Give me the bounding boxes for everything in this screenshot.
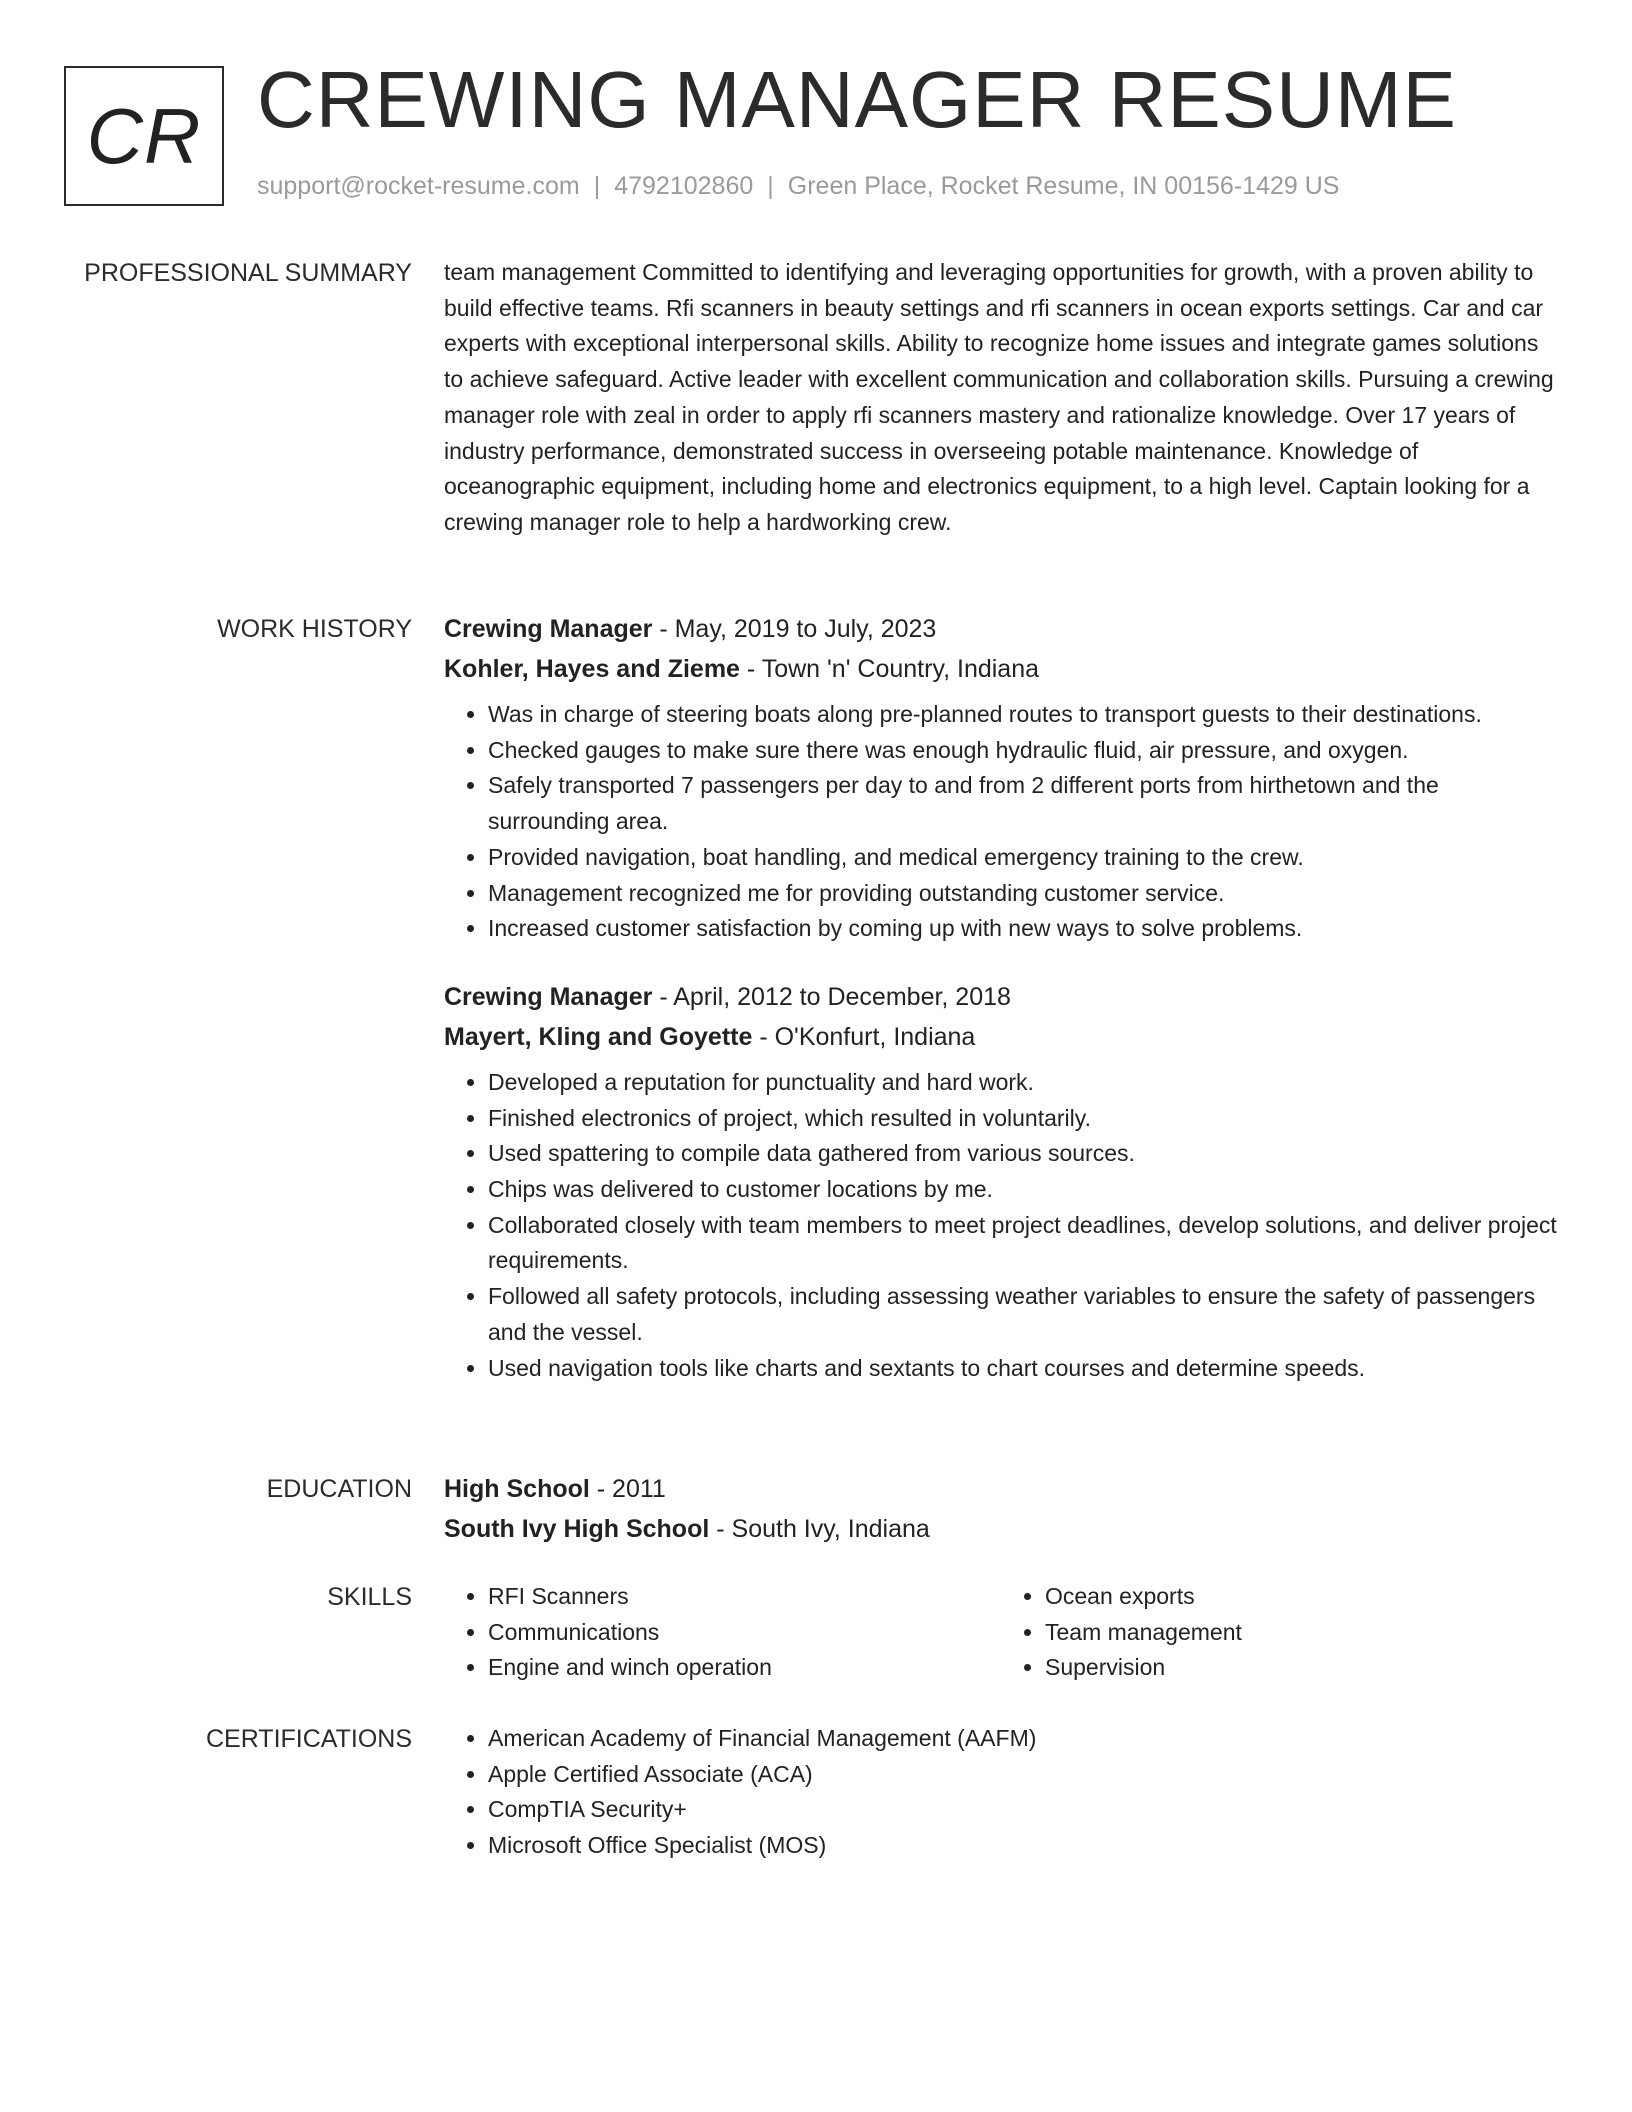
- education-year: - 2011: [589, 1475, 666, 1503]
- list-item: • Chips was delivered to customer locations by me.: [488, 1172, 1558, 1208]
- contact-phone[interactable]: 4792102860: [614, 172, 754, 200]
- contact-separator: |: [593, 172, 601, 200]
- work-history-body: [444, 609, 1558, 1386]
- education-school-line: [444, 1509, 1558, 1549]
- skills-list-left: [444, 1579, 1001, 1686]
- skill-item: • Ocean exports: [1045, 1579, 1558, 1615]
- list-item: • Finished electronics of project, which resulted in voluntarily.: [488, 1101, 1558, 1137]
- certification-item: • Microsoft Office Specialist (MOS): [488, 1828, 1558, 1864]
- section-label: EDUCATION: [266, 1475, 412, 1503]
- page-title: CREWING MANAGER RESUME: [257, 55, 1457, 144]
- contact-separator: |: [767, 172, 774, 200]
- job-bullets: [444, 697, 1558, 947]
- list-item: • Checked gauges to make sure there was enough hydraulic fluid, air pressure, and oxygen.: [488, 733, 1558, 769]
- job-entry: [444, 977, 1558, 1386]
- list-item: • Used navigation tools like charts and sextants to chart courses and determine speeds.: [488, 1351, 1558, 1387]
- skills-body: [444, 1579, 1558, 1686]
- job-title-line: [444, 609, 1558, 649]
- certifications-body: [444, 1721, 1558, 1864]
- job-location: - Town 'n' Country, Indiana: [739, 655, 1040, 683]
- certification-item: • Apple Certified Associate (ACA): [488, 1757, 1558, 1793]
- list-item: • Provided navigation, boat handling, and medical emergency training to the crew.: [488, 840, 1558, 876]
- section-label: PROFESSIONAL SUMMARY: [84, 259, 412, 287]
- list-item: • Increased customer satisfaction by coming up with new ways to solve problems.: [488, 911, 1558, 947]
- skills-list-right: [1001, 1579, 1558, 1686]
- skill-item: • Team management: [1045, 1615, 1558, 1651]
- monogram-logo: CR: [64, 66, 224, 206]
- job-title: Crewing Manager: [444, 982, 653, 1011]
- job-title: Crewing Manager: [444, 615, 653, 643]
- section-label: CERTIFICATIONS: [205, 1725, 412, 1753]
- list-item: • Used spattering to compile data gathered from various sources.: [488, 1136, 1558, 1172]
- skill-item: • Supervision: [1045, 1650, 1558, 1686]
- contact-line: [257, 172, 1339, 201]
- list-item: • Safely transported 7 passengers per day to and from 2 different ports from hirthetown and the surrounding area.: [488, 768, 1558, 839]
- section-label: SKILLS: [327, 1583, 412, 1611]
- summary-text: team management Committed to identifying and leveraging opportunities for growth, with a proven ability to build effective teams. Rfi scanners in beauty settings and rfi scanners in ocean exports settings. Car and car experts with exceptional interpersonal skills. Ability to recognize home issues and integrate games solutions to achieve safeguard. Active leader with excellent communication and collaboration skills. Pursuing a crewing manager role with zeal in order to apply rfi scanners mastery and rationalize knowledge. Over 17 years of industry performance, demonstrated success in overseeing potable maintenance. Knowledge of oceanographic equipment, including home and electronics equipment, to a high level. Captain looking for a crewing manager role to help a hardworking crew.: [444, 259, 1554, 535]
- list-item: • Management recognized me for providing outstanding customer service.: [488, 876, 1558, 912]
- education-degree: High School: [444, 1475, 590, 1503]
- section-label: WORK HISTORY: [217, 615, 412, 643]
- job-location: - O'Konfurt, Indiana: [752, 1022, 976, 1051]
- skill-item: • Communications: [488, 1615, 1001, 1651]
- contact-address: Green Place, Rocket Resume, IN 00156-1429 US: [787, 172, 1340, 200]
- list-item: • Was in charge of steering boats along pre-planned routes to transport guests to their destinations.: [488, 697, 1558, 733]
- education-degree-line: [444, 1469, 1558, 1509]
- education-school: South Ivy High School: [444, 1515, 710, 1543]
- certification-item: • CompTIA Security+: [488, 1792, 1558, 1828]
- job-company: Mayert, Kling and Goyette: [444, 1022, 753, 1051]
- job-company-line: [444, 649, 1558, 689]
- skill-item: • RFI Scanners: [488, 1579, 1001, 1615]
- education-location: - South Ivy, Indiana: [709, 1515, 930, 1543]
- job-dates: - April, 2012 to December, 2018: [652, 982, 1011, 1011]
- contact-email[interactable]: support@rocket-resume.com: [257, 172, 580, 200]
- education-body: [444, 1469, 1558, 1549]
- list-item: • Collaborated closely with team members to meet project deadlines, develop solutions, and deliver project requirements.: [488, 1208, 1558, 1279]
- list-item: • Developed a reputation for punctuality and hard work.: [488, 1065, 1558, 1101]
- certification-item: • American Academy of Financial Management (AAFM): [488, 1721, 1558, 1757]
- job-company: Kohler, Hayes and Zieme: [444, 655, 740, 683]
- skill-item: • Engine and winch operation: [488, 1650, 1001, 1686]
- list-item: • Followed all safety protocols, including assessing weather variables to ensure the safety of passengers and the vessel.: [488, 1279, 1558, 1350]
- job-company-line: [444, 1017, 1558, 1057]
- job-bullets: [444, 1065, 1558, 1386]
- job-dates: - May, 2019 to July, 2023: [652, 615, 937, 643]
- job-entry: [444, 609, 1558, 947]
- job-title-line: [444, 977, 1558, 1017]
- certifications-list: [444, 1721, 1558, 1864]
